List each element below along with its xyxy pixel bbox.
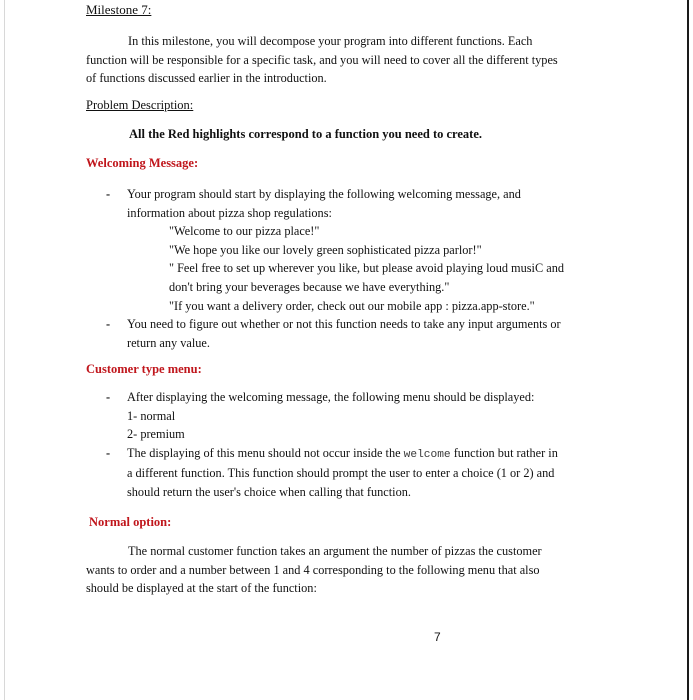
intro-line: function will be responsible for a specific task, and you will need to cover all the different types bbox=[86, 52, 558, 67]
bullet-text bbox=[127, 444, 618, 465]
customer-type-menu-heading: Customer type menu: bbox=[86, 362, 202, 376]
list-item bbox=[106, 315, 618, 352]
intro-line: of functions discussed earlier in the introduction. bbox=[86, 71, 327, 86]
problem-description-heading: Problem Description: bbox=[86, 98, 194, 112]
normal-option-paragraph bbox=[86, 542, 622, 598]
quoted-message: don't bring your beverages because we have everything." bbox=[169, 279, 450, 294]
paragraph-line: should be displayed at the start of the function: bbox=[86, 581, 317, 596]
quoted-message: "We hope you like our lovely green sophisticated pizza parlor!" bbox=[169, 242, 482, 257]
menu-option: 2- premium bbox=[127, 427, 185, 442]
page-number: 7 bbox=[434, 630, 441, 644]
text-span: The displaying of this menu should not occur inside the bbox=[127, 445, 404, 460]
customer-bullets bbox=[106, 388, 618, 502]
intro-paragraph bbox=[86, 32, 622, 88]
quoted-message: "Welcome to our pizza place!" bbox=[169, 224, 320, 239]
page-right-border bbox=[687, 0, 689, 700]
list-item bbox=[106, 444, 618, 502]
bullet-text: a different function. This function should prompt the user to enter a choice (1 or 2) and bbox=[127, 466, 555, 481]
page-left-edge bbox=[4, 0, 5, 700]
bullet-text: should return the user's choice when calling that function. bbox=[127, 484, 411, 499]
menu-option: 1- normal bbox=[127, 408, 176, 423]
list-item bbox=[106, 388, 618, 444]
welcoming-message-heading: Welcoming Message: bbox=[86, 156, 199, 170]
welcoming-bullets bbox=[106, 185, 618, 352]
paragraph-line: The normal customer function takes an argument the number of pizzas the customer bbox=[128, 544, 542, 558]
code-welcome: welcome bbox=[403, 448, 451, 461]
bullet-text: - Your program should start by displaying the following welcoming message, and bbox=[127, 187, 521, 201]
paragraph-line: wants to order and a number between 1 and 4 corresponding to the following menu that also bbox=[86, 562, 540, 577]
bullet-text: information about pizza shop regulations: bbox=[127, 205, 332, 220]
red-highlight-note: All the Red highlights correspond to a function you need to create. bbox=[129, 127, 483, 141]
list-item bbox=[106, 185, 618, 315]
milestone-title: Milestone 7: bbox=[86, 2, 152, 17]
text-span: function but rather in bbox=[450, 445, 558, 460]
bullet-text: - After displaying the welcoming message, the following menu should be displayed: bbox=[127, 390, 535, 404]
quoted-message: "If you want a delivery order, check out our mobile app : pizza.app-store." bbox=[169, 298, 535, 313]
intro-line: In this milestone, you will decompose your program into different functions. Each bbox=[128, 34, 533, 48]
bullet-text: return any value. bbox=[127, 335, 210, 350]
quoted-message: " Feel free to set up wherever you like, but please avoid playing loud musiC and bbox=[169, 261, 565, 276]
bullet-text: - You need to figure out whether or not this function needs to take any input arguments or bbox=[127, 317, 561, 332]
normal-option-heading: Normal option: bbox=[89, 515, 172, 529]
